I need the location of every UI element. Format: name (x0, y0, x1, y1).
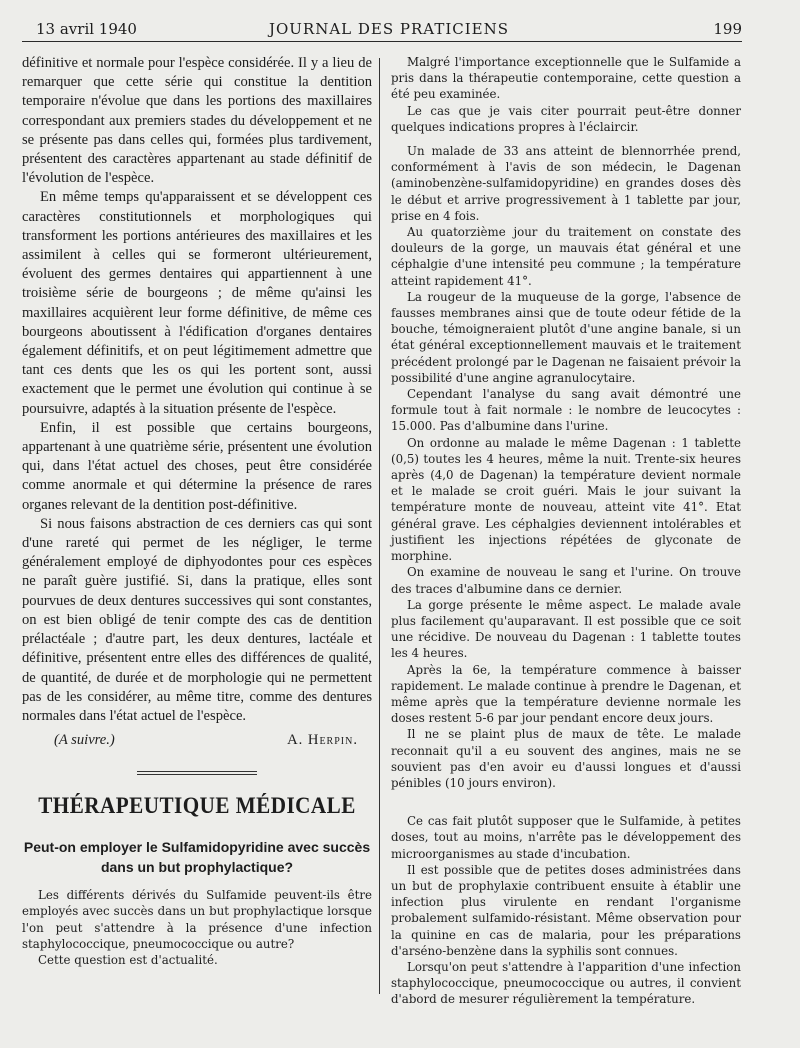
paragraph: Au quatorzième jour du traitement on constate des douleurs de la gorge, un mauvais état général et une céphalgie d'une intensité peu commune ; la température atteint rapidement 41°. (391, 225, 741, 288)
to-be-continued: (A suivre.) (54, 732, 115, 749)
paragraph: Malgré l'importance exceptionnelle que le Sulfamide a pris dans la thérapeutie contemporaine, cette question a été peu examinée. (391, 55, 741, 102)
signature-row (22, 726, 372, 749)
section-rule (137, 771, 257, 775)
column-divider (379, 58, 380, 994)
page-number: 199 (713, 20, 742, 38)
page-header (36, 20, 742, 42)
section-title: THÉRAPEUTIQUE MÉDICALE (38, 793, 356, 819)
paragraph: La gorge présente le même aspect. Le malade avale plus facilement qu'auparavant. Il est possible que ce soit une récidive. De nouveau du Dagenan : 1 tablette toutes les 4 heures. (391, 597, 741, 661)
left-column (22, 54, 372, 968)
header-rule (22, 41, 742, 42)
issue-date: 13 avril 1940 (36, 20, 137, 38)
paragraph: On ordonne au malade le même Dagenan : 1 tablette (0,5) toutes les 4 heures, même la nuit. Trente-six heures après (4,0 de Dagenan) la température devient normale et le malade se croit guéri. Mais le jour suivant la température monte de nouveau, atteint vite 41°. Etat général grave. Les céphalgies deviennent intolérables et justifient les injections répétées de glyconate de morphine. (391, 435, 741, 564)
paragraph: Le cas que je vais citer pourrait peut-être donner quelques indications propres à l'éclaircir. (391, 103, 741, 134)
paragraph: Enfin, il est possible que certains bourgeons, appartenant à une quatrième série, présentent une évolution qui, dans l'état actuel des choses, peut être considérée comme anormale et qui détermine la présence de rares organes relevant de la dentition post-définitive. (22, 419, 372, 513)
paragraph: Les différents dérivés du Sulfamide peuvent-ils être employés avec succès dans un but prophylactique lorsque l'on peut s'attendre à la présence d'une infection staphylococcique, pneumococcique ou autre? (22, 888, 372, 951)
author: A. Herpin. (287, 732, 358, 749)
paragraph: Si nous faisons abstraction de ces derniers cas qui sont d'une rareté qui permet de les négliger, le terme généralement employé de diphyodontes pour ces espèces ne paraît guère justifié. Si, dans la pratique, elles sont pourvues de deux dentures successives qui sont constantes, on est bien obligé de tenir compte des cas de dentition prélactéale ; d'autre part, les deux dentures, lactéale et définitive, présentent entre elles des différences de qualité, de quantité, de durée et de morphologie qui ne permettent pas de les considérer, au même titre, comme des dentures normales dans l'état actuel de l'espèce. (22, 515, 372, 724)
paragraph: Lorsqu'on peut s'attendre à l'apparition d'une infection staphylococcique, pneumococcique ou autres, il convient d'abord de mesurer régulièrement la température. (391, 959, 741, 1007)
paragraph: Cependant l'analyse du sang avait démontré une formule tout à fait normale : le nombre de leucocytes : 15.000. Pas d'albumine dans l'urine. (391, 387, 741, 434)
paragraph: Il est possible que de petites doses administrées dans un but de prophylaxie contribuent ensuite à établir une infection plus virulente en rendant l'organisme probalement sulfamido-résistant. Même observation pour la quinine en cas de malaria, pour les préparations d'arséno-benzène dans la syphilis sont connues. (391, 862, 741, 958)
paragraph: Après la 6e, la température commence à baisser rapidement. Le malade continue à prendre le Dagenan, et même après que la température devienne normale les doses restent 5-6 par jour pendant encore deux jours. (391, 662, 741, 726)
paragraph: On examine de nouveau le sang et l'urine. On trouve des traces d'albumine dans ce dernier. (391, 565, 741, 596)
right-column (391, 54, 741, 1008)
paragraph: Il ne se plaint plus de maux de tête. Le malade reconnait qu'il a eu souvent des angines, mais ne se souvient pas d'en avoir eu d'aussi longues et d'aussi pénibles (10 jours environ). (391, 727, 741, 790)
journal-title: JOURNAL DES PRATICIENS (268, 20, 510, 38)
paragraph: Un malade de 33 ans atteint de blennorrhée prend, conformément à l'avis de son médecin, le Dagenan (aminobenzène-sulfamidopyridine) en grandes doses dès le début et arrive progressivement à 1 tablette par jour, prise en 4 fois. (391, 144, 741, 223)
paragraph: Ce cas fait plutôt supposer que le Sulfamide, à petites doses, tout au moins, n'arrête pas le développement des microorganismes au stade d'incubation. (391, 814, 741, 861)
paragraph: La rougeur de la muqueuse de la gorge, l'absence de fausses membranes ainsi que de toute odeur fétide de la bouche, témoigneraient plutôt d'une angine banale, si un état général exceptionnellement mauvais et le traitement précédent prolongé par le Dagenan ne faisaient prévoir la possibilité d'une angine agranulocytaire. (391, 289, 741, 385)
article-title: Peut-on employer le Sulfamidopyridine avec succès dans un but prophylactique? (23, 839, 371, 876)
paragraph: En même temps qu'apparaissent et se développent ces caractères constitutionnels et morphologiques qui transforment les portions antérieures des maxillaires et les assimilent à celles qui se formeront ultérieurement, évoluent des germes dentaires qui appartiennent à une troisième série de bourgeons ; de même qu'ainsi les maxillaires acquièrent leur forme définitive, de même ces bourgeons aboutissent à l'édification d'organes dentaires également définitifs, et on peut légitimement admettre que tant ces dents que les os qui les portent sont, aussi exactement que le permet une évolution qui continue à se poursuivre, adaptés à la situation présente de l'espèce. (22, 189, 372, 417)
paragraph: définitive et normale pour l'espèce considérée. Il y a lieu de remarquer que cette série qui constitue la dentition temporaire n'évolue que dans les portions des maxillaires correspondant aux premiers stades du développement et ne se présente pas dans celles qui, formées plus tardivement, présentent des caractères appartenant au stade définitif de l'évolution de l'espèce. (22, 55, 372, 187)
paragraph: Cette question est d'actualité. (38, 952, 218, 967)
